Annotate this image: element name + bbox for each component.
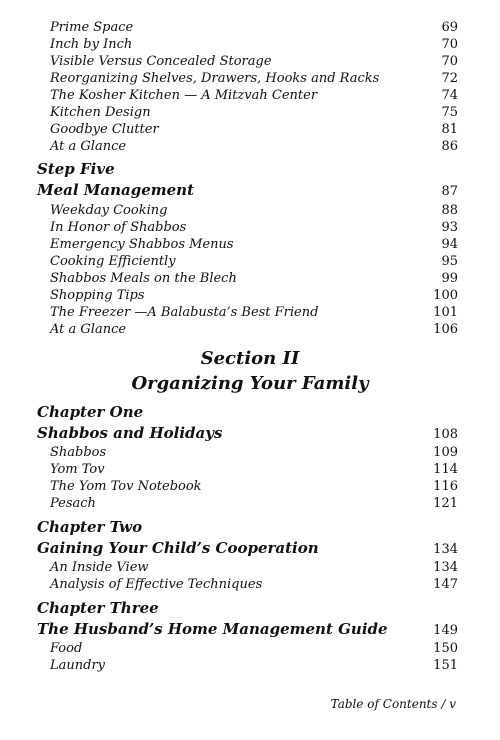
page-number: 121 <box>433 496 458 511</box>
entry-title: Pesach <box>50 496 96 511</box>
page-number: 95 <box>441 254 458 269</box>
toc-heading <box>37 537 458 559</box>
page-number: 74 <box>441 88 458 103</box>
entry-title: Gaining Your Child’s Cooperation <box>37 539 319 557</box>
page-number: 75 <box>441 105 458 120</box>
page-footer: Table of Contents / v <box>330 697 456 711</box>
toc-entry <box>50 138 458 155</box>
toc-heading <box>37 158 458 180</box>
entry-title: Shabbos Meals on the Blech <box>50 271 237 286</box>
entry-title: Goodbye Clutter <box>50 122 159 137</box>
page-number: 87 <box>441 184 458 199</box>
entry-title: Inch by Inch <box>50 37 133 52</box>
page-number: 70 <box>441 37 458 52</box>
toc-entry <box>50 53 458 70</box>
toc-entry <box>50 287 458 304</box>
page-number: 69 <box>441 20 458 35</box>
toc-entry <box>50 478 458 495</box>
toc-entry <box>50 202 458 219</box>
entry-title: Step Five <box>37 160 115 178</box>
page-number: 109 <box>433 445 458 460</box>
page-number: 94 <box>441 237 458 252</box>
page-number: 134 <box>433 560 458 575</box>
entry-title: Chapter One <box>37 403 144 421</box>
toc-entry <box>50 87 458 104</box>
toc-entry <box>50 253 458 270</box>
page-number: 88 <box>441 203 458 218</box>
entry-title: Prime Space <box>50 20 134 35</box>
entry-title: Chapter Three <box>37 599 159 617</box>
toc-entry <box>50 321 458 338</box>
page-number: 100 <box>433 288 458 303</box>
entry-title: Weekday Cooking <box>50 203 168 218</box>
section-heading: Organizing Your Family <box>131 373 369 394</box>
toc-entry <box>50 461 458 478</box>
toc-entry <box>50 495 458 512</box>
entry-title: Food <box>50 641 83 656</box>
page-number: 116 <box>433 479 458 494</box>
toc-entry <box>50 19 458 36</box>
entry-title: The Kosher Kitchen — A Mitzvah Center <box>50 88 318 103</box>
entry-title: Chapter Two <box>37 518 143 536</box>
page-number: 99 <box>441 271 458 286</box>
page-number: 81 <box>441 122 458 137</box>
toc-entry <box>50 104 458 121</box>
toc-heading <box>37 618 458 640</box>
entry-title: The Freezer —A Balabusta’s Best Friend <box>50 305 319 320</box>
toc-heading <box>37 401 458 423</box>
entry-title: In Honor of Shabbos <box>50 220 187 235</box>
section-heading: Section II <box>200 348 300 369</box>
toc-entry <box>50 304 458 321</box>
entry-title: At a Glance <box>50 322 127 337</box>
toc-entry <box>50 270 458 287</box>
page-number: 150 <box>433 641 458 656</box>
entry-title: The Yom Tov Notebook <box>50 479 202 494</box>
entry-title: Shopping Tips <box>50 288 145 303</box>
entry-title: Laundry <box>50 658 106 673</box>
entry-title: Visible Versus Concealed Storage <box>50 54 272 69</box>
toc-entry <box>50 444 458 461</box>
toc-entry <box>50 559 458 576</box>
toc-entry <box>50 121 458 138</box>
entry-title: Analysis of Effective Techniques <box>50 577 263 592</box>
page-number: 106 <box>433 322 458 337</box>
toc-entry <box>50 236 458 253</box>
entry-title: An Inside View <box>50 560 149 575</box>
page-number: 93 <box>441 220 458 235</box>
toc-entry <box>50 640 458 657</box>
entry-title: Yom Tov <box>50 462 105 477</box>
page-number: 114 <box>433 462 458 477</box>
toc-entry <box>50 657 458 674</box>
toc-heading <box>37 597 458 619</box>
page-number: 151 <box>433 658 458 673</box>
entry-title: Meal Management <box>37 181 195 199</box>
toc-heading <box>37 516 458 538</box>
entry-title: Reorganizing Shelves, Drawers, Hooks and Racks <box>50 71 380 86</box>
entry-title: At a Glance <box>50 139 127 154</box>
toc-heading <box>37 422 458 444</box>
toc-entry <box>50 219 458 236</box>
page-number: 70 <box>441 54 458 69</box>
page-number: 101 <box>433 305 458 320</box>
page-number: 149 <box>433 623 458 638</box>
page-number: 134 <box>433 542 458 557</box>
toc-entry <box>50 36 458 53</box>
entry-title: Shabbos and Holidays <box>37 424 223 442</box>
toc-entry <box>50 70 458 87</box>
entry-title: The Husband’s Home Management Guide <box>37 620 388 638</box>
page-number: 147 <box>433 577 458 592</box>
entry-title: Kitchen Design <box>50 105 151 120</box>
entry-title: Shabbos <box>50 445 107 460</box>
entry-title: Emergency Shabbos Menus <box>50 237 234 252</box>
entry-title: Cooking Efficiently <box>50 254 176 269</box>
page-number: 86 <box>441 139 458 154</box>
page-number: 108 <box>433 427 458 442</box>
toc-entry <box>50 576 458 593</box>
toc-heading <box>37 179 458 201</box>
page-number: 72 <box>441 71 458 86</box>
